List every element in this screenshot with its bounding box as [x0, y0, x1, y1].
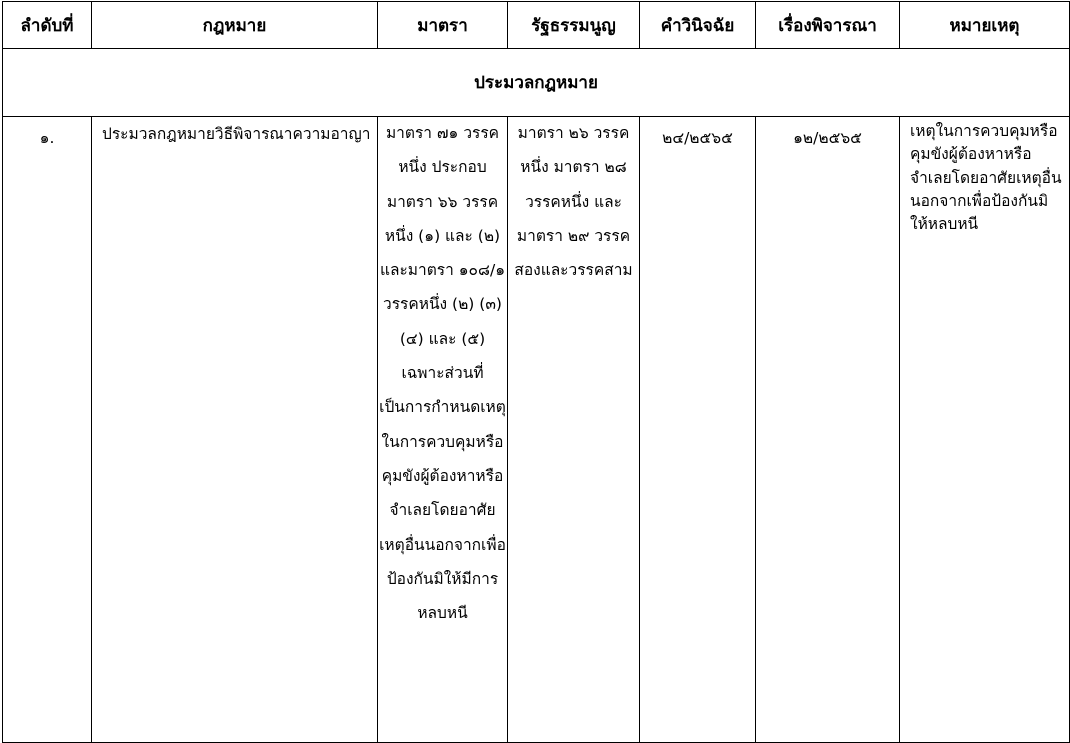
- cell-no: ๑.: [3, 117, 92, 743]
- cell-section-text: มาตรา ๗๑ วรรคหนึ่ง ประกอบมาตรา ๖๖ วรรคหนึ่ง (๑) และ (๒) และมาตรา ๑๐๘/๑ วรรคหนึ่ง (๒) (๓) (๔) และ (๕) เฉพาะส่วนที่เป็นการกำหนดเหตุในการควบคุมหรือคุมขังผู้ต้องหาหรือจำเลยโดยอาศัยเหตุอื่นนอกจากเพื่อป้องกันมิให้มีการหลบหนี: [379, 124, 506, 623]
- cell-constitution-text: มาตรา ๒๖ วรรคหนึ่ง มาตรา ๒๘ วรรคหนึ่ง และ มาตรา ๒๙ วรรคสองและวรรคสาม: [514, 124, 633, 280]
- section-title: ประมวลกฎหมาย: [3, 49, 1070, 117]
- cell-ruling: ๒๔/๒๕๖๕: [640, 117, 756, 743]
- header-row: [3, 2, 1070, 49]
- header-remark: หมายเหตุ: [900, 2, 1070, 49]
- cell-law: [92, 117, 378, 743]
- header-section: มาตรา: [378, 2, 508, 49]
- header-law: กฎหมาย: [92, 2, 378, 49]
- header-constitution: รัฐธรรมนูญ: [508, 2, 640, 49]
- cell-section: [378, 117, 508, 743]
- header-ruling: คำวินิจฉัย: [640, 2, 756, 49]
- cell-remark: เหตุในการควบคุมหรือคุมขังผู้ต้องหาหรือจำเลยโดยอาศัยเหตุอื่นนอกจากเพื่อป้องกันมิให้หลบหนี: [900, 117, 1070, 743]
- law-table: [2, 1, 1070, 743]
- cell-constitution: [508, 117, 640, 743]
- header-no: ลำดับที่: [3, 2, 92, 49]
- section-row: [3, 49, 1070, 117]
- cell-law-text: ประมวลกฎหมายวิธีพิจารณาความอาญา: [102, 125, 371, 143]
- header-case: เรื่องพิจารณา: [756, 2, 900, 49]
- table-row: [3, 117, 1070, 743]
- cell-case: ๑๒/๒๕๖๕: [756, 117, 900, 743]
